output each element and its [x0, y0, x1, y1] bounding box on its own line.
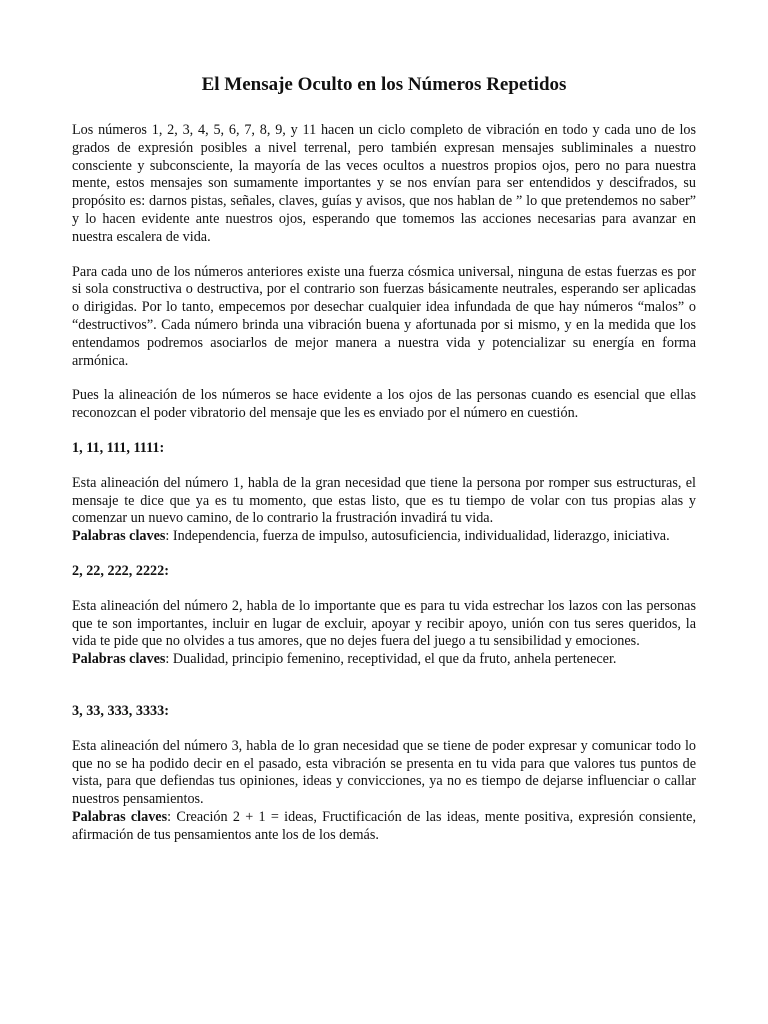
section-body: Esta alineación del número 1, habla de la gran necesidad que tiene la persona por romper sus estructuras, el mensaje te dice que ya es tu momento, que estas listo, que es tu tiempo de volar con tus propias alas y comenzar un nuevo camino, de lo contrario la frustración invadirá tu vida. [72, 474, 696, 527]
document-title: El Mensaje Oculto en los Números Repetidos [201, 74, 567, 95]
section-body: Esta alineación del número 3, habla de lo gran necesidad que se tiene de poder expresar y comunicar todo lo que no se ha podido decir en el pasado, esta vibración se presenta en tu vida para que valores tus puntos de vista, para que defiendas tus opiniones, ideas y convicciones, ya no es tiempo de dejarse influenciar o callar nuestros pensamientos. [72, 737, 696, 808]
keywords-label: Palabras claves [72, 808, 168, 825]
section-heading: 2, 22, 222, 2222: [72, 562, 169, 579]
section-keywords [72, 528, 696, 546]
keywords-text: : Creación 2 + 1 = ideas, Fructificación de las ideas, mente positiva, expresión consiente, afirmación de tus pensamientos ante los de los demás. [72, 808, 697, 843]
keywords-label: Palabras claves [72, 651, 166, 668]
section-heading: 1, 11, 111, 1111: [72, 439, 165, 456]
keywords-label: Palabras claves [72, 528, 166, 545]
keywords-text: : Independencia, fuerza de impulso, autosuficiencia, individualidad, liderazgo, iniciativa. [165, 528, 670, 545]
blank-line [72, 686, 696, 703]
intro-paragraph-1: Los números 1, 2, 3, 4, 5, 6, 7, 8, 9, y 11 hacen un ciclo completo de vibración en todo y cada uno de los grados de expresión posibles a nivel terrenal, pero también expresan mensajes subliminales a nuestro consciente y subconsciente, la mayoría de las veces ocultos a nuestros propios ojos, pero no para nuestra mente, estos mensajes son sumamente importantes y se nos envían para ser entendidos y descifrados, su propósito es: darnos pistas, señales, claves, guías y avisos, que nos hablan de ” lo que pretendemos no saber” y lo hacen evidente ante nuestros ojos, esperando que tomemos las acciones necesarias para avanzar en nuestra escalera de vida. [72, 122, 696, 245]
section-heading: 3, 33, 333, 3333: [72, 702, 169, 719]
intro-paragraph-2: Para cada uno de los números anteriores existe una fuerza cósmica universal, ninguna de estas fuerzas es por si sola constructiva o destructiva, por el contrario son fuerzas básicamente neutrales, esperando ser aplicadas o dirigidas. Por lo tanto, empecemos por desechar cualquier idea infundada de que hay números “malos” o “destructivos”. Cada número brinda una vibración buena y afortunada por si mismo, y en la medida que los entendamos podremos asociarlos de mejor manera a nuestra vida y potencializar su energía en forma armónica. [72, 263, 696, 369]
keywords-text: : Dualidad, principio femenino, receptividad, el que da fruto, anhela pertenecer. [165, 651, 617, 668]
intro-paragraph-3: Pues la alineación de los números se hace evidente a los ojos de las personas cuando es esencial que ellas reconozcan el poder vibratorio del mensaje que les es enviado por el número en cuestión. [72, 387, 696, 422]
section-number-3 [72, 703, 696, 845]
document-page [72, 72, 696, 862]
section-number-1 [72, 440, 696, 546]
section-body: Esta alineación del número 2, habla de lo importante que es para tu vida estrechar los lazos con las personas que te son importantes, incluir en lugar de excluir, apoyar y recibir apoyo, unión con tus seres queridos, la vida te pide que no olvides a tus amores, que no dejes fuera del juego a tu sensibilidad y emociones. [72, 597, 696, 650]
section-keywords [72, 651, 696, 669]
section-keywords [72, 809, 696, 845]
section-number-2 [72, 563, 696, 669]
